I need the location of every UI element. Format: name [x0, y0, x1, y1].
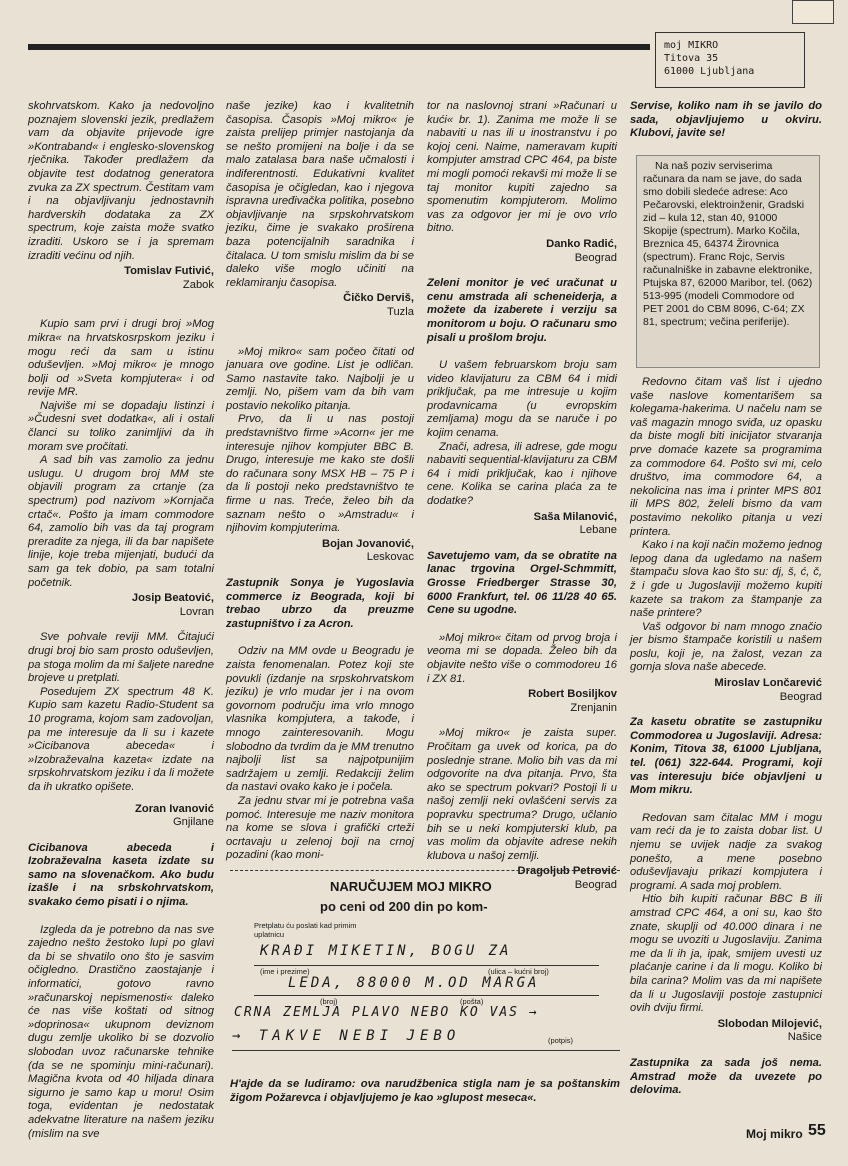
letter-place: Lovran [179, 605, 214, 618]
column-4-lower [630, 376, 822, 1098]
form-line [254, 965, 599, 966]
letter-place: Leskovac [366, 551, 414, 564]
form-line [232, 1050, 620, 1051]
editor-answer: Za kasetu obratite se zastupniku Commodorea u Jugoslaviji. Adresa: Konim, Titova 38, 61000 Ljubljana, tel. (061) 322-644. Programi, koji vas interesuju biće objavljeni u Mom mikru. [630, 716, 822, 797]
letter-paragraph: U vašem februarskom broju sam video klavijaturu za CBM 64 i midi priključak, pa me intresuje u kojim prodavnicama (u evropskim zemljama) mogu da se naruče i po kojim cenama. [427, 359, 617, 440]
letter-paragraph: Vaš odgovor bi nam mnogo značio jer bismo štampače koristili u našem poslu, koji je, na žalost, vezan za gornja slova naše abecede. [630, 620, 822, 674]
letter-paragraph: Znači, adresa, ili adrese, gde mogu nabaviti sequential-klavijaturu za CBM 64 i midi priključak, kao i njihove cene. Kolika se carina plaća za te dodatke? [427, 440, 617, 508]
editor-answer: Cicibanova abeceda i Izobraževalna kaseta izdate su samo na slovenačkom. Ako budu izašle i na srbskohrvatskom, svakako ćemo pisati i o njima. [28, 841, 214, 909]
letter-place: Našice [787, 1031, 822, 1044]
letter-place: Zabok [182, 278, 214, 291]
letter-signature: Danko Radić, [546, 237, 617, 250]
service-box-text: Na naš poziv serviserima računara da nam se jave, do sada smo dobili sledeće adrese: Aco Pečarovski, elektroinženir, Gradski zid – kula 12, stan 40, 91000 Skopije (spectrum). Marko Kočila, Breznica 45, 64374 Žirovnica (spectrum). Franc Rojc, Servis računalniške in zabavne elektronike, Ptujska 87, 62000 Maribor, tel. (062) 513-995 (modeli Commodore od PET 2001 do CBM 8096, C-64; ZX 81, spectrum; večina periferije). [643, 160, 813, 328]
editor-answer: Zastupnika za sada još nema. Amstrad može da uvezete po delovima. [630, 1056, 822, 1097]
handwriting-line: CRNA ZEMLJA PLAVO NEBO KO VAS → [234, 1005, 539, 1020]
corner-logo [792, 0, 834, 24]
letter-paragraph: Kupio sam prvi i drugi broj »Mog mikra« na hrvatskosrpskom jeziku i mogu reći da sam u istinu oduševljen. »Moj mikro« je mnogo bolji od »Sveta kompjutera« i od revije MR. [28, 318, 214, 399]
field-label-post: (broj) [320, 997, 338, 1006]
letter-place: Gnjilane [172, 816, 214, 829]
letter-paragraph: Sve pohvale reviji MM. Čitajući drugi broj bio sam prosto oduševljen, pa stoga molim da mi šaljete naredne brojeve u pretplati. [28, 631, 214, 685]
letter-paragraph: »Moj mikro« je zaista super. Pročitam ga uvek od korica, pa do poslednje strane. Molio bih vas da mi odgovorite na dva pitanja. Prvo, šta ako se spectrum pokvari? Postoji li u našoj zemlji neki ovlašćeni servis za popravku spectruma? Drugo, učlanio bih se u neki kompjuterski klub, pa vas molim da objavite adrese nekih klubova u našoj zemlji. [427, 727, 617, 862]
order-form [230, 870, 620, 1021]
letter-paragraph: Odziv na MM ovde u Beogradu je zaista fenomenalan. Potez koji ste povukli (izdanje na srpskohrvatskom jeziku) je vrlo mudar jer i na ovom govornom području ima vrlo mnogo vlasnika kompjutera, a takođe, i mnogo zainteresovanih. Mogu slobodno da tvrdim da je MM trenutno najbolji list sa najpotpunijim sadržajem u zemlji. Redakciji želim da nastavi ovako kako je i počela. [226, 645, 414, 794]
order-caption [230, 1078, 620, 1105]
field-label-sign: (potpis) [548, 1036, 574, 1045]
letter-place: Beograd [779, 690, 822, 703]
letter-place: Tuzla [387, 305, 414, 318]
letter-place: Zrenjanin [570, 701, 617, 714]
footer-magazine: Moj mikro [746, 1127, 803, 1141]
column-2 [226, 100, 414, 863]
letter-paragraph: Najviše mi se dopadaju listinzi i »Čudesni svet dodatka«, ali i ostali članci su toliko zanimljivi da ih moram sve pročitati. [28, 399, 214, 453]
letter-signature: Robert Bosiljkov [528, 688, 617, 701]
order-hint: Pretplatu ću poslati kad primim uplatnicu [254, 921, 357, 939]
letter-signature: Čičko Derviš, [343, 292, 414, 305]
letter-paragraph: tor na naslovnoj strani »Računari u kući« br. 1). Zanima me može li se nabaviti u nas ili u inostranstvu i po kojoj ceni. Naime, nameravam kupiti kompjuter amstrad CPC 464, pa biste mi mogli pomoći rekavši mi može li se taj monitor kupiti zajedno sa spomenutim kompjuterom. Molimo vas za odgovor jer mi je ovo vrlo bitno. [427, 100, 617, 235]
address-line: moj MIKRO [664, 40, 719, 51]
letter-paragraph: skohrvatskom. Kako ja nedovoljno poznajem slovenski jezik, predlažem vam da objavite prijevode igre »Kontraband« i englesko-slovenskog rječnika. Također predlažem da objavite test dodatnog generatora zvuka za ZX spectrum. Čestitam vam i na objavljivanju jednostavnih hardverskih dodataka za ZX spectrum, koje zaista može svatko izraditi. Uskoro se i ja spremam izraditi većinu od njih. [28, 100, 214, 262]
order-caption-text: H'ajde da se ludiramo: ova narudžbenica stigla nam je sa poštanskim žigom Požarevca i objavljujemo je kao »glupost meseca«. [230, 1078, 620, 1104]
letter-paragraph: Kako i na koji način možemo jednog lepog dana da ugledamo na našem štampaču slova kao što su: dj, š, ć, č, ž i gde u Jugoslaviji možemo kupiti kazete sa trakom za štampanje za naše printere? [630, 539, 822, 620]
letter-signature: Josip Beatović, [131, 592, 214, 605]
letter-paragraph: Izgleda da je potrebno da nas sve zajedno nešto žestoko lupi po glavi da bi se shvatilo ono što je sasvim očigledno. Drastično zaostajanje i informatici, gotovo ravno »računarskoj nepismenosti« daleko će nas više koštati od sitnog »doprinosa« ukupnom deviznom dugu zemlje ukoliko bi se dozvolio slobodan uvoz računarske tehnike (da se ne spominju mini-računari). Magična kvota od 40 hiljada dinara sigurno je samo kap u moru! Osim toga, evidentan je nedostatak adekvatne literature na našem jeziku (mislim na sve [28, 923, 214, 1140]
form-line [254, 995, 599, 996]
field-label-street: (ulica – kućni broj) [488, 967, 549, 976]
letter-paragraph: Redovno čitam vaš list i ujedno vaše naslove komentarišem sa kolegama-hakerima. U načelu nam se vaš magazin mnogo sviđa, uz opasku da biste mogli biti inicijator stvaranja prve domaće kazete sa programima za commodore 64. Pošto svi mi, celo društvo, ima commodore 64, a nekolicina nas ima i printer MPS 801 ili MPS 802, želeli bismo da vam postavimo nekoliko pitanja u vezi printera. [630, 376, 822, 538]
letter-signature: Saša Milanović, [533, 510, 617, 523]
header-rule [28, 44, 650, 50]
column-1 [28, 100, 214, 1141]
order-title: NARUČUJEM MOJ MIKRO [330, 879, 492, 894]
letter-paragraph: Htio bih kupiti računar BBC B ili amstrad CPC 464, a oni su, kao što znate, skuplji od 40.000 dinara i ne mogu se uvoziti u Jugoslaviju. Zanima me da li ih ja, ipak, smijem uvesti uz plaćanje carine i da li mogu. Koliko bi bila carina? Molim vas da mi napišete da li u Jugoslaviji postoje zastupnici ovih dviju firmi. [630, 893, 822, 1015]
handwriting-line: KRAĐI MIKETIN, BOGU ZA [260, 943, 512, 959]
letter-signature: Miroslav Lončarević [714, 677, 822, 690]
letter-paragraph: Prvo, da li u nas postoji predstavništvo firme »Acorn« jer me interesuje njihov kompjuter BBC B. Drugo, interesuje me kako ste došli do računara sony MSX HB – 75 P i da li postoji neko predstavništvo te firme u nas. Treće, želeo bih da saznam nešto o »Amstradu« i njihovim kompjuterima. [226, 413, 414, 535]
editor-answer: Zeleni monitor je već uračunat u cenu amstrada ali scheneiderja, a možete da izaberete i verziju sa monitorom u boju. O računaru smo pisali u prošlom broju. [427, 277, 617, 344]
letter-signature: Bojan Jovanović, [321, 537, 414, 550]
letter-place: Beograd [574, 251, 617, 264]
service-box [636, 155, 820, 368]
field-label-city: (pošta) [460, 997, 484, 1006]
editor-answer: Zastupnik Sonya je Yugoslavia commerce iz Beograda, koji bi trebao ubrzo da preuzme zastupništvo i za Acron. [226, 577, 414, 630]
letter-signature: Tomislav Futivić, [124, 265, 214, 278]
address-box [655, 32, 805, 88]
handwriting-line: → TAKVE NEBI JEBO [232, 1028, 461, 1044]
letter-paragraph: A sad bih vas zamolio za jednu uslugu. U drugom broj MM ste objavili program za crtanje (za spectrum) pod nazivom »Kornjača crtač«. Pošto ja imam commodore 64, zamolio bih vas da taj program preradite za njega, ili da bar napišete linije, koje treba mijenjati, budući da sam ga tek dobio, pa sam totalni početnik. [28, 454, 214, 589]
column-4 [630, 100, 822, 141]
letter-paragraph: »Moj mikro« sam počeo čitati od januara ove godine. List je odličan. Samo nastavite tako. Najbolji je u zemlji. No, pišem vam da bih vam postavio nekoliko pitanja. [226, 345, 414, 412]
letter-paragraph: »Moj mikro« čitam od prvog broja i veoma mi se dopada. Želeo bih da objavite nešto više o commodoreu 16 i ZX 81. [427, 631, 617, 685]
handwriting-line: LEDA, 88000 M.OD MARGA [288, 975, 540, 991]
letter-paragraph: Redovan sam čitalac MM i mogu vam reći da je to zaista dobar list. U njemu se uvijek nadje za svakog ponešto, a mene posebno oduševljavaju prikazi kompjutera i programi. A sada moj problem. [630, 811, 822, 892]
address-line: 61000 Ljubljana [664, 66, 755, 77]
address-line: Titova 35 [664, 53, 719, 64]
order-subtitle: po ceni od 200 din po kom- [320, 899, 488, 914]
letter-signature: Slobodan Milojević, [717, 1017, 822, 1030]
letter-place: Lebane [579, 524, 617, 537]
field-label-name: (ime i prezime) [260, 967, 310, 976]
page-number: 55 [808, 1122, 826, 1139]
letter-paragraph: Za jednu stvar mi je potrebna vaša pomoć. Interesuje me naziv monitora na kome se slova i grafički crteži ocrtavaju u zelenoj boji na crnoj pozadini (kao moni- [226, 794, 414, 862]
editor-answer: Servise, koliko nam ih se javilo do sada, objavljujemo u okviru. Klubovi, javite se! [630, 100, 822, 140]
letter-paragraph: naše jezike) kao i kvalitetnih časopisa. Časopis »Moj mikro« je zaista prelijep primjer nastojanja da se nešto promijeni na bolje i da se malo zatalasa bara naše učmalosti i indiferentnosti. Edukativni kvalitet časopisa je očigledan, kao i njegova ispravna uređivačka politika, posebno objavljivanje na srpskohrvatskom jeziku, čime je svakako proširena baza potencijalnih saradnika i čitalaca. U tom smislu mislim da bi se daleko više moglo učiniti na reklamiranju časopisa. [226, 100, 414, 289]
letter-signature: Zoran Ivanović [135, 802, 214, 815]
letter-signature: Dragoljub Petrović [517, 865, 617, 878]
editor-answer: Savetujemo vam, da se obratite na lanac trgovina Orgel-Schmmitt, Grosse Friedberger Strasse 30, 6000 Frankfurt, tel. 06 11/28 40 65. Cene su ugodne. [427, 549, 617, 617]
column-3 [427, 100, 617, 904]
letter-place: Beograd [574, 878, 617, 891]
letter-paragraph: Posedujem ZX spectrum 48 K. Kupio sam kazetu Radio-Student sa 10 programa, kojom sam zadovoljan, pa me interesuje da li su i kazete »Cicibanova abeceda« i »Izobraževalna kazeta« izdate na srpskohrvatskom jeziku i da li možete da ih ukratko opišete. [28, 685, 214, 793]
